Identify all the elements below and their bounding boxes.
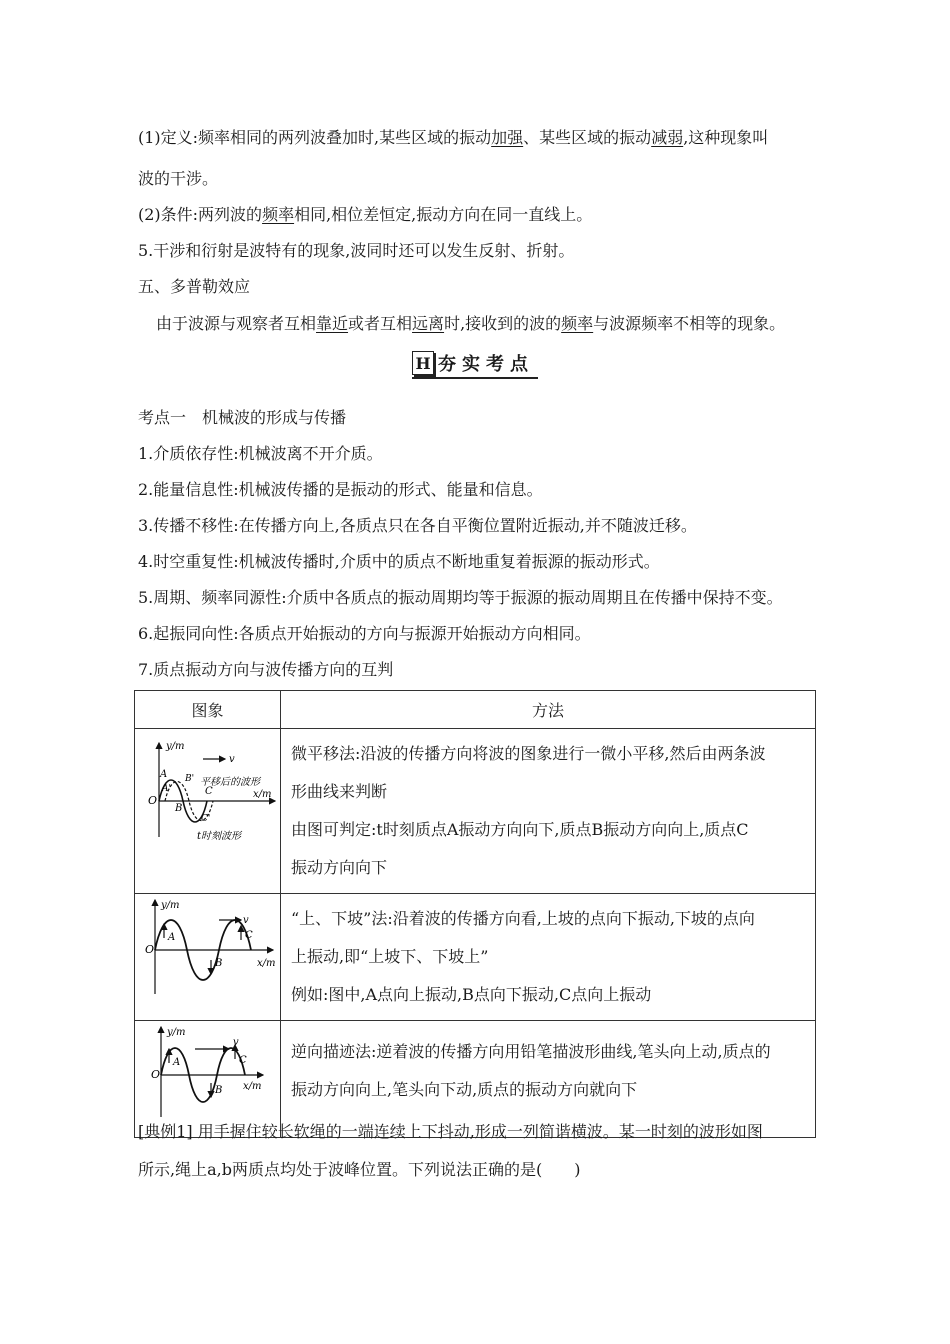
interference-condition: [138, 204, 592, 226]
methods-table: [134, 690, 816, 1138]
text-segment: (1)定义:频率相同的两列波叠加时,某些区域的振动: [138, 128, 492, 147]
x-axis-label: x/m: [253, 789, 272, 800]
origin-label: O: [148, 794, 158, 807]
x-axis-label: x/m: [243, 1081, 262, 1092]
text-segment: 、某些区域的振动: [523, 128, 652, 147]
method-line: 由图可判定:t时刻质点A振动方向向下,质点B振动方向向上,质点C: [291, 820, 749, 839]
method-line: 逆向描迹法:逆着波的传播方向用铅笔描波形曲线,笔头向上动,质点的: [291, 1042, 771, 1061]
heading-underline: [412, 377, 538, 379]
point-a-prime-label: A': [162, 784, 171, 794]
t-wave-label: t时刻波形: [197, 831, 242, 842]
velocity-label: v: [243, 915, 249, 926]
underlined-term: 频率: [561, 314, 594, 333]
y-axis-label: y/m: [167, 1027, 186, 1038]
method-line: 例如:图中,A点向上振动,B点向下振动,C点向上振动: [291, 985, 652, 1004]
point-5: 5.周期、频率同源性:介质中各质点的振动周期均等于振源的振动周期且在传播中保持不变。: [138, 588, 783, 607]
table-row: [135, 729, 816, 894]
method-cell: [281, 729, 816, 894]
figure-cell: [135, 894, 281, 1021]
text-segment: 相同,相位差恒定,振动方向在同一直线上。: [294, 205, 593, 224]
point-b-label: B: [215, 1085, 223, 1096]
text-segment: (2)条件:两列波的: [138, 205, 263, 224]
text-segment: 由于波源与观察者互相: [156, 314, 317, 333]
header-method: 方法: [281, 691, 816, 729]
point-6: 6.起振同向性:各质点开始振动的方向与振源开始振动方向相同。: [138, 624, 591, 643]
method-line: 上振动,即“上坡下、下坡上”: [291, 947, 489, 966]
doppler-definition: [156, 313, 785, 335]
method-line: 振动方向向上,笔头向下动,质点的振动方向就向下: [291, 1080, 638, 1099]
point-c-label: C: [245, 930, 253, 941]
figure-cell: [135, 1021, 281, 1138]
velocity-label: v: [229, 754, 235, 765]
method-line: 微平移法:沿波的传播方向将波的图象进行一微小平移,然后由两条波: [291, 744, 766, 763]
method-line: 振动方向向下: [291, 858, 388, 877]
example-line-2: 所示,绳上a,b两质点均处于波峰位置。下列说法正确的是( ): [138, 1160, 581, 1179]
text-segment: ,这种现象叫: [683, 128, 769, 147]
underlined-term: 减弱: [651, 128, 684, 147]
table-row: [135, 1021, 816, 1138]
point-c-label: C: [205, 786, 213, 797]
method-line: 形曲线来判断: [291, 782, 388, 801]
underlined-term: 频率: [262, 205, 295, 224]
velocity-label: v: [233, 1037, 239, 1048]
item-5: 5.干涉和衍射是波特有的现象,波同时还可以发生反射、折射。: [138, 241, 575, 260]
reverse-trace-figure: [135, 1021, 281, 1133]
method-cell: [281, 894, 816, 1021]
underlined-term: 远离: [412, 314, 445, 333]
interference-definition-cont: 波的干涉。: [138, 169, 219, 188]
heading-title: 夯实考点: [438, 354, 534, 375]
section-heading: [412, 350, 538, 376]
point-a-label: A: [173, 1057, 181, 1068]
text-segment: 与波源频率不相等的现象。: [593, 314, 786, 333]
point-2: 2.能量信息性:机械波传播的是振动的形式、能量和信息。: [138, 480, 543, 499]
method-line: “上、下坡”法:沿着波的传播方向看,上坡的点向下振动,下坡的点向: [291, 909, 755, 928]
table-header-row: [135, 691, 816, 729]
underlined-term: 加强: [491, 128, 524, 147]
example-line-1: [典例1] 用手握住较长软绳的一端连续上下抖动,形成一列简谐横波。某一时刻的波形如图: [138, 1122, 763, 1141]
point-c-label: C: [239, 1055, 247, 1066]
header-image: 图象: [135, 691, 281, 729]
micro-shift-figure: [135, 729, 281, 885]
slope-figure: [135, 894, 281, 1010]
figure-cell: [135, 729, 281, 894]
table-row: [135, 894, 816, 1021]
point-a-label: A: [160, 769, 168, 780]
origin-label: O: [145, 943, 155, 956]
point-4: 4.时空重复性:机械波传播时,介质中的质点不断地重复着振源的振动形式。: [138, 552, 660, 571]
y-axis-label: y/m: [166, 741, 185, 752]
interference-definition: [138, 127, 768, 149]
point-3: 3.传播不移性:在传播方向上,各质点只在各自平衡位置附近振动,并不随波迁移。: [138, 516, 697, 535]
point-7: 7.质点振动方向与波传播方向的互判: [138, 660, 394, 679]
point-a-label: A: [168, 932, 176, 943]
point-b-label: B: [175, 803, 183, 814]
text-segment: 时,接收到的波的: [444, 314, 562, 333]
method-cell: [281, 1021, 816, 1138]
section-5-title: 五、多普勒效应: [138, 277, 251, 296]
point-1: 1.介质依存性:机械波离不开介质。: [138, 444, 383, 463]
point-c-prime-label: C': [201, 814, 211, 824]
x-axis-label: x/m: [257, 958, 276, 969]
point-b-label: B: [215, 958, 223, 969]
text-segment: 或者互相: [348, 314, 413, 333]
kaodian-1-title: 考点一 机械波的形成与传播: [138, 408, 347, 427]
shifted-wave-label: 平移后的波形: [200, 777, 260, 788]
heading-logo: H: [412, 351, 434, 375]
origin-label: O: [151, 1068, 161, 1081]
y-axis-label: y/m: [161, 900, 180, 911]
underlined-term: 靠近: [316, 314, 349, 333]
point-b-prime-label: B': [185, 774, 195, 784]
